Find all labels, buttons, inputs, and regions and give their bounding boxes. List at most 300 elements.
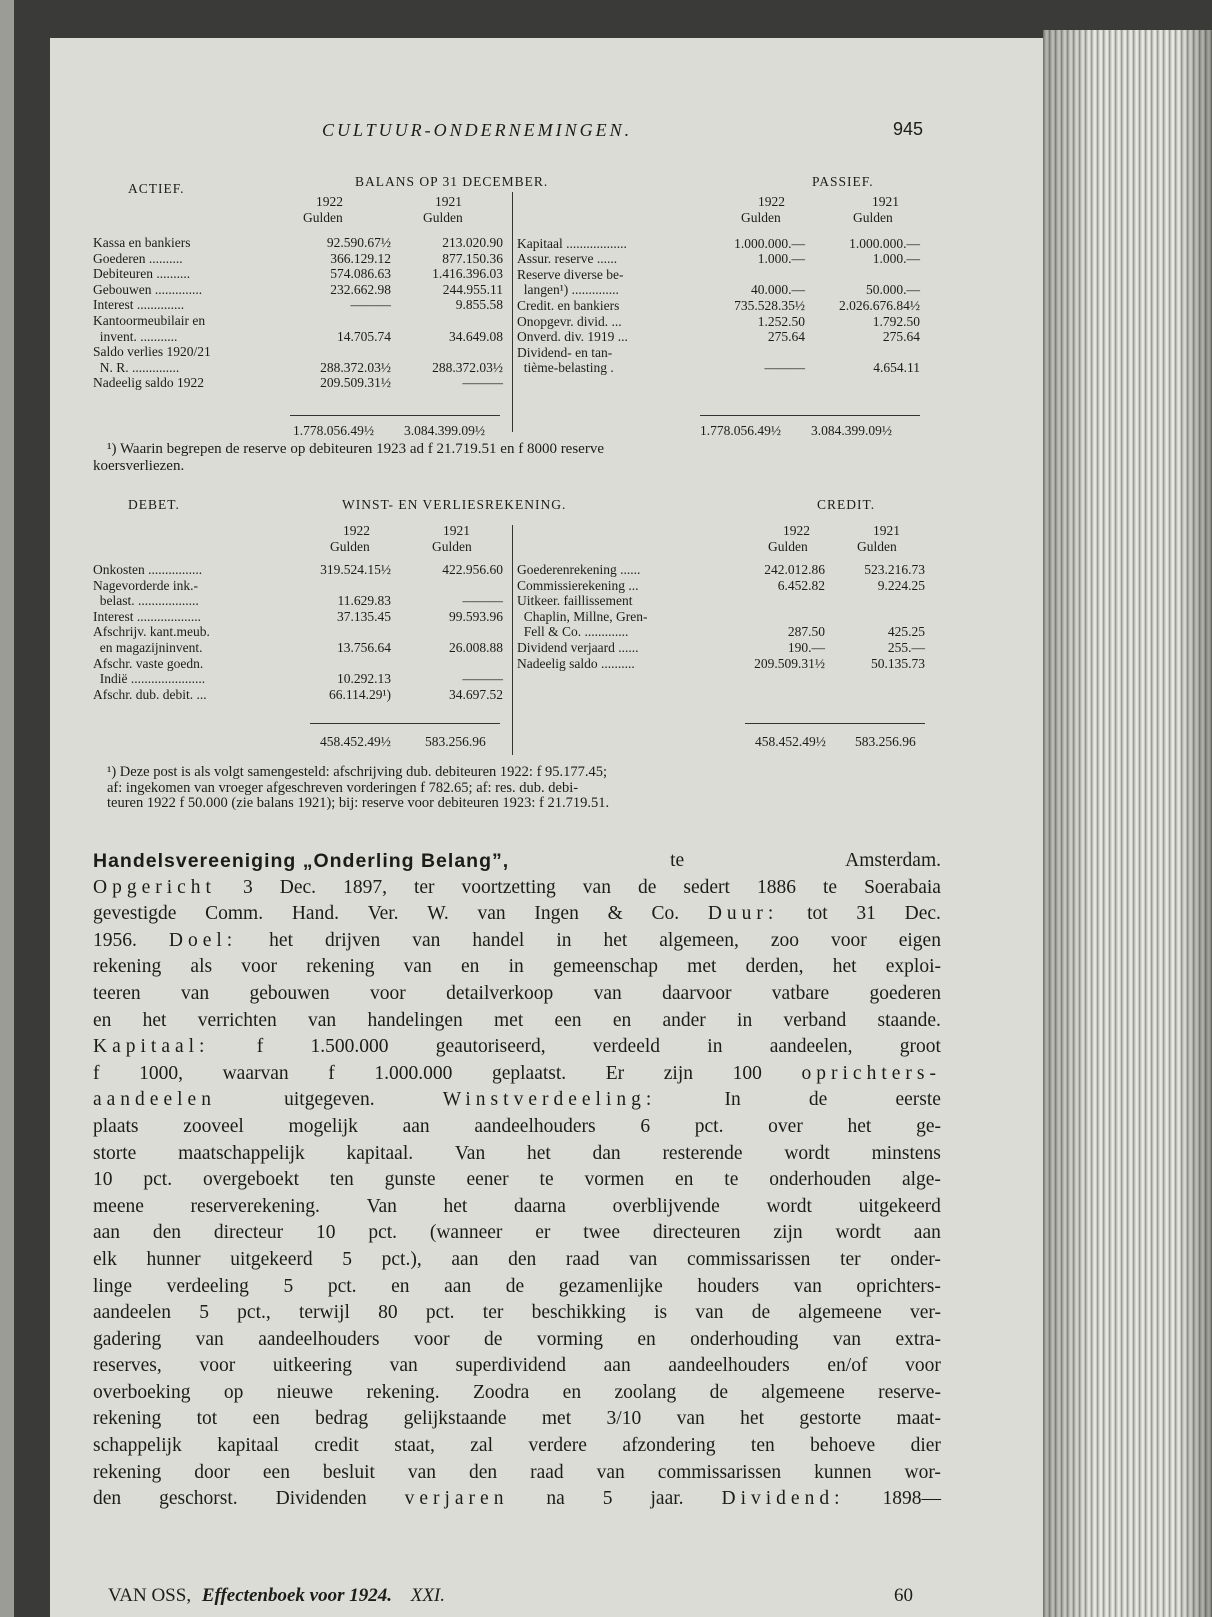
word: met bbox=[494, 1009, 524, 1031]
balance-actief-label: Interest .............. bbox=[93, 297, 185, 313]
word: 5 bbox=[283, 1275, 294, 1297]
pl-debet-currency-b: Gulden bbox=[432, 539, 472, 554]
footer-author: VAN OSS, bbox=[108, 1585, 192, 1606]
word: onderhouding bbox=[690, 1328, 799, 1350]
word: na bbox=[546, 1488, 565, 1510]
pl-debet-label: Interest ................... bbox=[93, 608, 201, 624]
word: gemeenschap bbox=[552, 956, 658, 978]
balance-passief-value-a: 40.000.— bbox=[751, 282, 805, 298]
balance-actief-label: Kassa en bankiers bbox=[93, 235, 191, 250]
word: Ingen bbox=[534, 903, 579, 925]
pl-debet-row bbox=[93, 640, 503, 656]
spaced-keyword: Kapitaal: bbox=[93, 1036, 210, 1058]
word: resterende bbox=[662, 1142, 743, 1164]
word: het bbox=[443, 1195, 468, 1217]
pl-credit-total-b: 583.256.96 bbox=[855, 734, 916, 749]
word: over bbox=[768, 1115, 803, 1137]
word: credit bbox=[314, 1435, 359, 1457]
balance-actief-value-a: 288.372.03½ bbox=[320, 359, 391, 375]
word: gezamenlijke bbox=[558, 1275, 663, 1297]
word: en bbox=[391, 1275, 410, 1297]
word: 10 bbox=[93, 1169, 113, 1191]
word: aandeelhouders bbox=[474, 1115, 596, 1137]
running-title: CULTUUR-ONDERNEMINGEN. bbox=[322, 120, 633, 140]
spaced-keyword: Doel: bbox=[168, 929, 238, 951]
word: In bbox=[724, 1089, 741, 1111]
word: hunner bbox=[146, 1248, 201, 1270]
pl-credit-year-b: 1921 bbox=[873, 523, 900, 538]
word: ten bbox=[329, 1169, 354, 1191]
word: Amsterdam. bbox=[845, 850, 941, 871]
article-line bbox=[93, 1247, 941, 1274]
word: te bbox=[822, 876, 838, 898]
word: mogelijk bbox=[288, 1115, 358, 1137]
word: f bbox=[328, 1062, 335, 1084]
balance-passief-row bbox=[517, 236, 920, 252]
word: van bbox=[389, 1355, 418, 1377]
pl-debet-value-a: 10.292.13 bbox=[337, 671, 391, 687]
balance-actief-value-a: 92.590.67½ bbox=[326, 235, 391, 250]
word: f bbox=[93, 1062, 100, 1084]
word: Van bbox=[454, 1142, 486, 1164]
balance-actief-currency-a: Gulden bbox=[303, 210, 343, 225]
balance-actief-row bbox=[93, 235, 503, 251]
balance-actief-value-b: 213.020.90 bbox=[442, 235, 503, 250]
pl-debet-value-a: 13.756.64 bbox=[337, 640, 391, 655]
word: van bbox=[582, 876, 611, 898]
word: overblijvende bbox=[612, 1195, 720, 1217]
word: wordt bbox=[835, 1222, 881, 1244]
article-line bbox=[93, 1008, 941, 1035]
word: pct. bbox=[425, 1302, 455, 1324]
article-line bbox=[93, 1274, 941, 1301]
pl-debet-row bbox=[93, 656, 503, 672]
word: voortzetting bbox=[461, 876, 556, 898]
pl-credit-row bbox=[517, 593, 925, 609]
balance-footnote-line1: ¹) Waarin begrepen de reserve op debiteuren 1923 ad f 21.719.51 en f 8000 reserve bbox=[107, 441, 604, 457]
word: Dec. bbox=[904, 903, 941, 925]
word: voor bbox=[241, 956, 278, 978]
word: voor bbox=[831, 929, 867, 951]
word: van bbox=[195, 1328, 224, 1350]
pl-debet-label: Afschrijv. kant.meub. bbox=[93, 624, 210, 640]
word: en bbox=[93, 1009, 112, 1031]
word: Hand. bbox=[291, 903, 339, 925]
balance-actief-value-b: 877.150.36 bbox=[442, 250, 503, 266]
pl-credit-label: Dividend verjaard ...... bbox=[517, 640, 639, 655]
word: in bbox=[508, 956, 524, 978]
word: vorming bbox=[536, 1328, 603, 1350]
word: 1886 bbox=[756, 876, 796, 898]
word: Ver. bbox=[367, 903, 399, 925]
balance-passief-value-b: 1.792.50 bbox=[872, 313, 920, 329]
word: 100 bbox=[732, 1062, 762, 1084]
word: aan bbox=[444, 1275, 472, 1297]
word: in bbox=[556, 929, 572, 951]
word: de bbox=[808, 1089, 828, 1111]
word: vatbare bbox=[771, 982, 830, 1004]
balance-passief-label: Assur. reserve ...... bbox=[517, 251, 618, 267]
word: van bbox=[180, 982, 210, 1004]
pl-debet-value-a: 66.114.29¹) bbox=[328, 686, 391, 702]
balance-passief-row bbox=[517, 251, 920, 267]
word: besluit bbox=[322, 1461, 375, 1483]
word: het bbox=[847, 1115, 872, 1137]
word: en/of bbox=[827, 1355, 868, 1377]
balance-passief-value-a: 1.000.000.— bbox=[734, 235, 805, 251]
word: en bbox=[674, 1169, 694, 1191]
balance-passief-value-b: 275.64 bbox=[882, 329, 920, 345]
pl-credit-row bbox=[517, 624, 925, 640]
word: eerste bbox=[895, 1089, 941, 1111]
pl-debet-value-b: ——— bbox=[462, 593, 503, 609]
word: het bbox=[526, 1142, 551, 1164]
word: drijven bbox=[324, 929, 381, 951]
word: is bbox=[654, 1302, 668, 1324]
word: Soerabaia bbox=[864, 876, 941, 898]
pl-footnote bbox=[107, 765, 609, 812]
spaced-keyword: Winstverdeeling: bbox=[442, 1089, 657, 1111]
pl-debet-value-b: 422.956.60 bbox=[442, 562, 503, 577]
word: linge bbox=[93, 1275, 132, 1297]
spaced-keyword: aandeelen bbox=[93, 1089, 216, 1111]
spaced-keyword: Dividend: bbox=[721, 1488, 845, 1510]
word: superdividend bbox=[455, 1355, 566, 1377]
word: op bbox=[223, 1381, 244, 1403]
article-line bbox=[93, 981, 941, 1008]
balance-actief-label: Goederen .......... bbox=[93, 250, 183, 266]
word: minstens bbox=[871, 1142, 941, 1164]
balance-passief-year-a: 1922 bbox=[758, 194, 785, 209]
pl-footnote-line: teuren 1922 f 50.000 (zie balans 1921); bij: reserve voor debiteuren 1923: f 21.719.51. bbox=[107, 795, 610, 811]
word: het bbox=[832, 956, 857, 978]
word: aan bbox=[402, 1115, 430, 1137]
word: staat, bbox=[394, 1435, 435, 1457]
balance-actief-row bbox=[93, 344, 503, 360]
word: Comm. bbox=[205, 903, 264, 925]
word: te bbox=[539, 1169, 554, 1191]
balance-actief-year-a: 1922 bbox=[316, 194, 343, 209]
balance-passief-value-b: 4.654.11 bbox=[873, 360, 920, 376]
pl-debet-currency-a: Gulden bbox=[330, 539, 370, 554]
word: verband bbox=[783, 1009, 847, 1031]
pl-credit-value-b: 255.— bbox=[887, 640, 925, 655]
word: 80 bbox=[378, 1302, 398, 1324]
word: gestorte bbox=[799, 1408, 862, 1430]
word: 1898— bbox=[882, 1488, 941, 1510]
word: Dec. bbox=[279, 876, 317, 898]
pl-credit-value-b: 425.25 bbox=[887, 624, 925, 640]
balance-title: BALANS OP 31 DECEMBER. bbox=[355, 174, 549, 189]
word: daarvoor bbox=[662, 982, 732, 1004]
balance-actief-row bbox=[93, 266, 503, 282]
balance-actief-value-b: ——— bbox=[462, 375, 503, 391]
word: detailverkoop bbox=[446, 982, 554, 1004]
word: 1.000.000 bbox=[374, 1062, 453, 1084]
pl-debet-row bbox=[93, 593, 503, 609]
pl-left-label: DEBET. bbox=[128, 497, 180, 512]
word: eigen bbox=[898, 929, 941, 951]
balance-footnote-line2: koersverliezen. bbox=[93, 458, 185, 474]
word: pct. bbox=[143, 1169, 173, 1191]
book-page-edges-shade bbox=[1043, 30, 1212, 1617]
word: wor- bbox=[904, 1461, 941, 1483]
word: nieuwe bbox=[276, 1381, 334, 1403]
word: groot bbox=[899, 1036, 941, 1058]
word: Er bbox=[605, 1062, 625, 1084]
word: goederen bbox=[869, 982, 941, 1004]
word: plaats bbox=[93, 1115, 139, 1137]
word: onder- bbox=[890, 1248, 941, 1270]
pl-debet-year-a: 1922 bbox=[343, 523, 370, 538]
word: rekening bbox=[93, 956, 162, 978]
balance-passief-currency-a: Gulden bbox=[741, 210, 781, 225]
word: handel bbox=[472, 929, 525, 951]
pl-debet-value-b: 34.697.52 bbox=[449, 686, 503, 702]
word: Van bbox=[366, 1195, 397, 1217]
word: een bbox=[554, 1009, 582, 1031]
balance-left-label: ACTIEF. bbox=[128, 181, 185, 196]
word: aandeelhouders bbox=[668, 1355, 790, 1377]
word: uitgekeerd bbox=[858, 1195, 941, 1217]
balance-passief-value-a: 1.252.50 bbox=[757, 313, 805, 329]
balance-passief-row bbox=[517, 329, 920, 345]
pl-right-label: CREDIT. bbox=[817, 497, 876, 512]
word: onderhouden bbox=[769, 1169, 872, 1191]
balance-passief-label: Credit. en bankiers bbox=[517, 298, 620, 313]
word: raad bbox=[530, 1461, 564, 1483]
balance-passief-currency-b: Gulden bbox=[853, 210, 893, 225]
word: ter bbox=[482, 1302, 504, 1324]
article-line bbox=[93, 901, 941, 928]
balance-passief-value-b: 1.000.000.— bbox=[849, 235, 920, 251]
pl-debet-row bbox=[93, 624, 503, 640]
word: en bbox=[562, 1381, 582, 1403]
word: exploi- bbox=[885, 956, 941, 978]
pl-credit-label: Nadeelig saldo .......... bbox=[517, 655, 635, 671]
article-line bbox=[93, 1141, 941, 1168]
word: als bbox=[190, 956, 213, 978]
word: pct. bbox=[327, 1275, 357, 1297]
balance-actief-label: Debiteuren .......... bbox=[93, 266, 191, 282]
article-line bbox=[93, 1194, 941, 1221]
word: 31 bbox=[856, 903, 876, 925]
balance-passief-year-b: 1921 bbox=[872, 194, 899, 209]
word: door bbox=[194, 1461, 230, 1483]
balance-actief-row bbox=[93, 313, 503, 329]
word: geautoriseerd, bbox=[435, 1036, 546, 1058]
pl-credit-row bbox=[517, 656, 925, 672]
word: ander bbox=[662, 1009, 706, 1031]
word: te bbox=[670, 850, 685, 871]
balance-actief-total-b: 3.084.399.09½ bbox=[404, 423, 485, 438]
word: het bbox=[740, 1408, 764, 1430]
word: dan bbox=[592, 1142, 621, 1164]
word: pct.), bbox=[381, 1248, 422, 1270]
word: 1897, bbox=[343, 876, 387, 898]
balance-actief-year-b: 1921 bbox=[435, 194, 462, 209]
word: bedrag bbox=[315, 1408, 369, 1430]
word: uitkeering bbox=[272, 1355, 352, 1377]
spaced-keyword: Duur: bbox=[707, 903, 779, 925]
word: afzondering bbox=[622, 1435, 716, 1457]
word: sedert bbox=[683, 876, 730, 898]
pl-debet-label: belast. .................. bbox=[93, 593, 199, 609]
balance-actief-row bbox=[93, 251, 503, 267]
balance-passief-value-a: 275.64 bbox=[767, 329, 805, 345]
word: 1.500.000 bbox=[310, 1036, 389, 1058]
balance-actief-value-b: 288.372.03½ bbox=[432, 359, 503, 375]
pl-credit-label: Chaplin, Millne, Gren- bbox=[517, 608, 648, 624]
pl-debet-label: Onkosten ................ bbox=[93, 562, 203, 577]
word: daarna bbox=[514, 1195, 566, 1217]
word: maatschappelijk bbox=[178, 1142, 305, 1164]
pl-divider bbox=[512, 525, 513, 755]
pl-footnote-line: ¹) Deze post is als volgt samengesteld: afschrijving dub. debiteuren 1922: f 95.177.45; bbox=[107, 764, 608, 780]
word: de bbox=[709, 1381, 728, 1403]
balance-passief-value-a: 735.528.35½ bbox=[734, 298, 805, 313]
pl-debet-label: Nagevorderde ink.- bbox=[93, 577, 198, 593]
word: pct., bbox=[237, 1302, 271, 1324]
pl-credit-value-b: 9.224.25 bbox=[877, 577, 925, 593]
balance-passief-total-rule bbox=[700, 415, 920, 416]
word: den bbox=[508, 1248, 537, 1270]
balance-passief-label: langen¹) .............. bbox=[517, 282, 619, 298]
word: schappelijk bbox=[93, 1435, 182, 1457]
balance-passief-value-b: 1.000.— bbox=[872, 251, 920, 267]
balance-actief-label: Nadeelig saldo 1922 bbox=[93, 375, 204, 391]
balance-actief-row bbox=[93, 375, 503, 391]
article-line bbox=[93, 1061, 941, 1088]
word: vormen bbox=[584, 1169, 645, 1191]
word: reserves, bbox=[93, 1355, 162, 1377]
word: een bbox=[252, 1408, 280, 1430]
word: dier bbox=[910, 1435, 941, 1457]
word: en bbox=[612, 1009, 632, 1031]
pl-credit-value-a: 209.509.31½ bbox=[754, 655, 825, 671]
article-body bbox=[93, 848, 941, 1513]
article-line bbox=[93, 1300, 941, 1327]
balance-actief-value-b: 1.416.396.03 bbox=[432, 266, 503, 282]
word: extra- bbox=[895, 1328, 941, 1350]
word: oprichters- bbox=[856, 1275, 941, 1297]
balance-actief-value-a: 232.662.98 bbox=[330, 281, 391, 297]
word: in bbox=[707, 1036, 723, 1058]
pl-credit-value-a: 6.452.82 bbox=[777, 577, 825, 593]
word: Co. bbox=[651, 903, 680, 925]
word: verrichten bbox=[197, 1009, 277, 1031]
word: overgeboekt bbox=[202, 1169, 300, 1191]
word: het bbox=[603, 929, 628, 951]
word: 5 bbox=[342, 1248, 352, 1270]
pl-credit-total-rule bbox=[745, 723, 925, 724]
balance-passief-label: Kapitaal .................. bbox=[517, 235, 627, 251]
balance-actief-total-rule bbox=[290, 415, 500, 416]
word: van bbox=[403, 956, 432, 978]
spaced-keyword: verjaren bbox=[404, 1488, 509, 1510]
word: 5 bbox=[199, 1302, 209, 1324]
word: van bbox=[412, 929, 441, 951]
pl-debet-value-a: 37.135.45 bbox=[337, 608, 391, 624]
balance-actief-label: Saldo verlies 1920/21 bbox=[93, 344, 211, 360]
pl-title: WINST- EN VERLIESREKENING. bbox=[342, 497, 567, 512]
balance-passief-value-a: 1.000.— bbox=[757, 251, 805, 267]
word: een bbox=[262, 1461, 290, 1483]
balance-actief-row bbox=[93, 297, 503, 313]
word: voor bbox=[905, 1355, 941, 1377]
word: rekening bbox=[93, 1408, 162, 1430]
word: commissarissen bbox=[686, 1248, 811, 1270]
balance-actief-row bbox=[93, 329, 503, 345]
word: tot bbox=[196, 1408, 218, 1430]
balance-passief-value-b: 2.026.676.84½ bbox=[839, 298, 920, 313]
word: van bbox=[629, 1248, 658, 1270]
balance-passief-row bbox=[517, 345, 920, 361]
pl-debet-label: Afschr. vaste goedn. bbox=[93, 655, 204, 671]
word: rekening bbox=[93, 1461, 162, 1483]
footer-title: Effectenboek voor 1924. bbox=[201, 1585, 392, 1606]
page-number: 945 bbox=[893, 119, 924, 139]
word: W. bbox=[427, 903, 449, 925]
balance-passief-label: tième-belasting . bbox=[517, 360, 614, 376]
word: geschorst. bbox=[159, 1488, 238, 1510]
word: den bbox=[152, 1222, 182, 1244]
word: ge- bbox=[916, 1115, 941, 1137]
pl-debet-row bbox=[93, 578, 503, 594]
word: 1956. bbox=[93, 929, 137, 951]
word: 5 bbox=[602, 1488, 613, 1510]
word: pct. bbox=[368, 1222, 398, 1244]
word: derden, bbox=[745, 956, 804, 978]
balance-actief-label: invent. ........... bbox=[93, 328, 178, 344]
balance-actief-value-b: 244.955.11 bbox=[442, 281, 503, 297]
word: verdere bbox=[528, 1435, 587, 1457]
article-line bbox=[93, 1087, 941, 1114]
pl-credit-row bbox=[517, 609, 925, 625]
page-footer bbox=[108, 1585, 445, 1607]
word: verdeeld bbox=[592, 1036, 661, 1058]
word: uitgekeerd bbox=[230, 1248, 313, 1270]
page-left-shadow bbox=[0, 0, 14, 1617]
word: zijn bbox=[663, 1062, 694, 1084]
article-line bbox=[93, 1406, 941, 1433]
word: aan bbox=[451, 1248, 479, 1270]
word: met bbox=[687, 956, 717, 978]
balance-actief-label: N. R. .............. bbox=[93, 359, 180, 375]
word: de bbox=[505, 1275, 525, 1297]
pl-debet-label: Indië ...................... bbox=[93, 671, 206, 687]
word: 3/10 bbox=[606, 1408, 642, 1430]
balance-actief-value-b: 34.649.08 bbox=[449, 328, 503, 344]
pl-debet-row bbox=[93, 671, 503, 687]
pl-debet-label: en magazijninvent. bbox=[93, 640, 203, 655]
word: voor bbox=[369, 982, 406, 1004]
pl-credit-currency-b: Gulden bbox=[857, 539, 897, 554]
pl-debet-total-rule bbox=[310, 723, 500, 724]
word: en bbox=[637, 1328, 656, 1350]
company-name: Handelsvereeniging „Onderling Belang”, bbox=[93, 850, 510, 872]
pl-credit-value-b: 50.135.73 bbox=[871, 655, 925, 671]
pl-debet-total-b: 583.256.96 bbox=[425, 734, 486, 749]
balance-actief-value-a: 209.509.31½ bbox=[320, 375, 391, 391]
spaced-keyword: oprichters- bbox=[801, 1062, 941, 1084]
word: kapitaal. bbox=[346, 1142, 414, 1164]
pl-credit-value-b: 523.216.73 bbox=[864, 562, 925, 577]
word: ter bbox=[413, 876, 435, 898]
word: in bbox=[737, 1009, 753, 1031]
word: de bbox=[751, 1302, 771, 1324]
word: te bbox=[724, 1169, 739, 1191]
